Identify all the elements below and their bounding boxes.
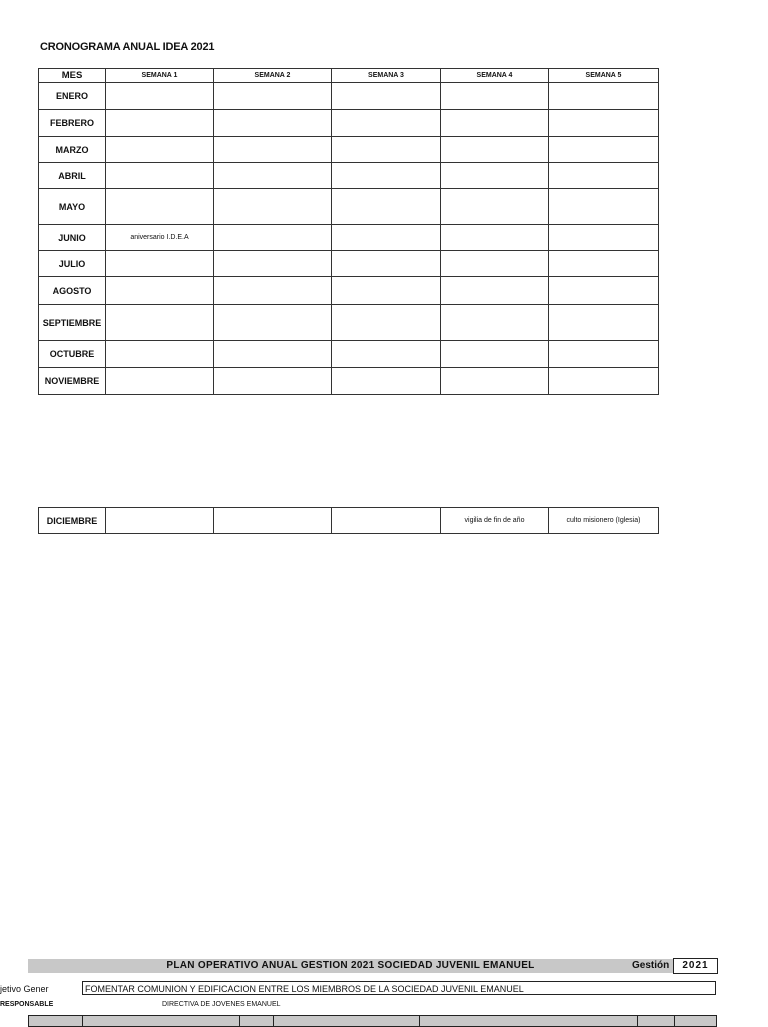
table-row	[39, 277, 659, 305]
month-label: JULIO	[39, 251, 106, 277]
month-label: MAYO	[39, 189, 106, 225]
week-cell	[106, 251, 214, 277]
table-row	[39, 83, 659, 110]
column-divider	[239, 1016, 240, 1026]
week-cell	[441, 277, 549, 305]
week-cell	[214, 83, 332, 110]
poa-header-row	[28, 1015, 717, 1027]
month-label: DICIEMBRE	[39, 508, 106, 534]
responsable-value: DIRECTIVA DE JOVENES EMANUEL	[162, 1001, 281, 1008]
week-cell	[332, 277, 441, 305]
week-cell	[332, 225, 441, 251]
header-semana-1: SEMANA 1	[106, 69, 214, 83]
week-cell	[549, 277, 659, 305]
week-cell	[214, 163, 332, 189]
header-semana-4: SEMANA 4	[441, 69, 549, 83]
week-cell	[441, 83, 549, 110]
week-cell	[332, 508, 441, 534]
week-cell	[441, 305, 549, 341]
week-cell	[549, 110, 659, 137]
table-row	[39, 508, 659, 534]
table-row	[39, 251, 659, 277]
header-mes: MES	[39, 69, 106, 83]
week-cell: aniversario I.D.E.A	[106, 225, 214, 251]
week-cell	[549, 137, 659, 163]
week-cell	[106, 83, 214, 110]
table-row	[39, 163, 659, 189]
month-label: JUNIO	[39, 225, 106, 251]
week-cell	[441, 189, 549, 225]
table-row	[39, 341, 659, 368]
week-cell	[332, 110, 441, 137]
week-cell	[214, 341, 332, 368]
week-cell	[441, 110, 549, 137]
month-label: OCTUBRE	[39, 341, 106, 368]
week-cell	[549, 83, 659, 110]
week-cell: culto misionero (Iglesia)	[549, 508, 659, 534]
objetivo-value: FOMENTAR COMUNION Y EDIFICACION ENTRE LOS MIEMBROS DE LA SOCIEDAD JUVENIL EMANUEL	[82, 981, 716, 995]
week-cell	[214, 225, 332, 251]
week-cell	[549, 163, 659, 189]
week-cell	[214, 137, 332, 163]
week-cell	[441, 368, 549, 395]
week-cell	[332, 163, 441, 189]
week-cell	[549, 189, 659, 225]
month-label: AGOSTO	[39, 277, 106, 305]
week-cell	[332, 368, 441, 395]
header-semana-3: SEMANA 3	[332, 69, 441, 83]
week-cell	[214, 110, 332, 137]
week-cell	[106, 110, 214, 137]
table-row	[39, 225, 659, 251]
column-divider	[82, 1016, 83, 1026]
week-cell	[332, 83, 441, 110]
week-cell	[214, 305, 332, 341]
week-cell	[332, 341, 441, 368]
week-cell	[106, 305, 214, 341]
header-semana-5: SEMANA 5	[549, 69, 659, 83]
week-cell	[106, 189, 214, 225]
table-row	[39, 368, 659, 395]
week-cell	[106, 368, 214, 395]
column-divider	[637, 1016, 638, 1026]
responsable-label: RESPONSABLE	[0, 1001, 54, 1008]
table-row	[39, 305, 659, 341]
week-cell	[214, 368, 332, 395]
week-cell	[214, 251, 332, 277]
week-cell	[106, 163, 214, 189]
month-label: SEPTIEMBRE	[39, 305, 106, 341]
week-cell	[549, 341, 659, 368]
month-label: NOVIEMBRE	[39, 368, 106, 395]
week-cell	[106, 508, 214, 534]
week-cell	[332, 189, 441, 225]
table-row	[39, 137, 659, 163]
week-cell	[332, 305, 441, 341]
poa-title: PLAN OPERATIVO ANUAL GESTION 2021 SOCIEDAD JUVENIL EMANUEL	[28, 959, 673, 973]
month-label: FEBRERO	[39, 110, 106, 137]
week-cell	[106, 137, 214, 163]
week-cell	[441, 137, 549, 163]
page-title: CRONOGRAMA ANUAL IDEA 2021	[40, 41, 215, 53]
month-label: ABRIL	[39, 163, 106, 189]
month-label: ENERO	[39, 83, 106, 110]
table-row	[39, 189, 659, 225]
week-cell	[106, 277, 214, 305]
objetivo-label: jetivo Gener	[0, 984, 49, 994]
december-table	[38, 507, 659, 534]
week-cell	[441, 341, 549, 368]
week-cell	[549, 305, 659, 341]
week-cell	[214, 189, 332, 225]
table-row	[39, 110, 659, 137]
month-label: MARZO	[39, 137, 106, 163]
column-divider	[674, 1016, 675, 1026]
header-semana-2: SEMANA 2	[214, 69, 332, 83]
week-cell	[549, 251, 659, 277]
week-cell	[214, 508, 332, 534]
column-divider	[419, 1016, 420, 1026]
week-cell	[441, 251, 549, 277]
schedule-table	[38, 68, 659, 395]
gestion-label: Gestión	[632, 960, 670, 971]
week-cell	[549, 368, 659, 395]
column-divider	[273, 1016, 274, 1026]
week-cell	[441, 225, 549, 251]
week-cell	[332, 137, 441, 163]
week-cell	[441, 163, 549, 189]
table-header-row	[39, 69, 659, 83]
week-cell: vigilia de fin de año	[441, 508, 549, 534]
week-cell	[106, 341, 214, 368]
week-cell	[214, 277, 332, 305]
week-cell	[549, 225, 659, 251]
gestion-value: 2021	[673, 958, 718, 974]
week-cell	[332, 251, 441, 277]
